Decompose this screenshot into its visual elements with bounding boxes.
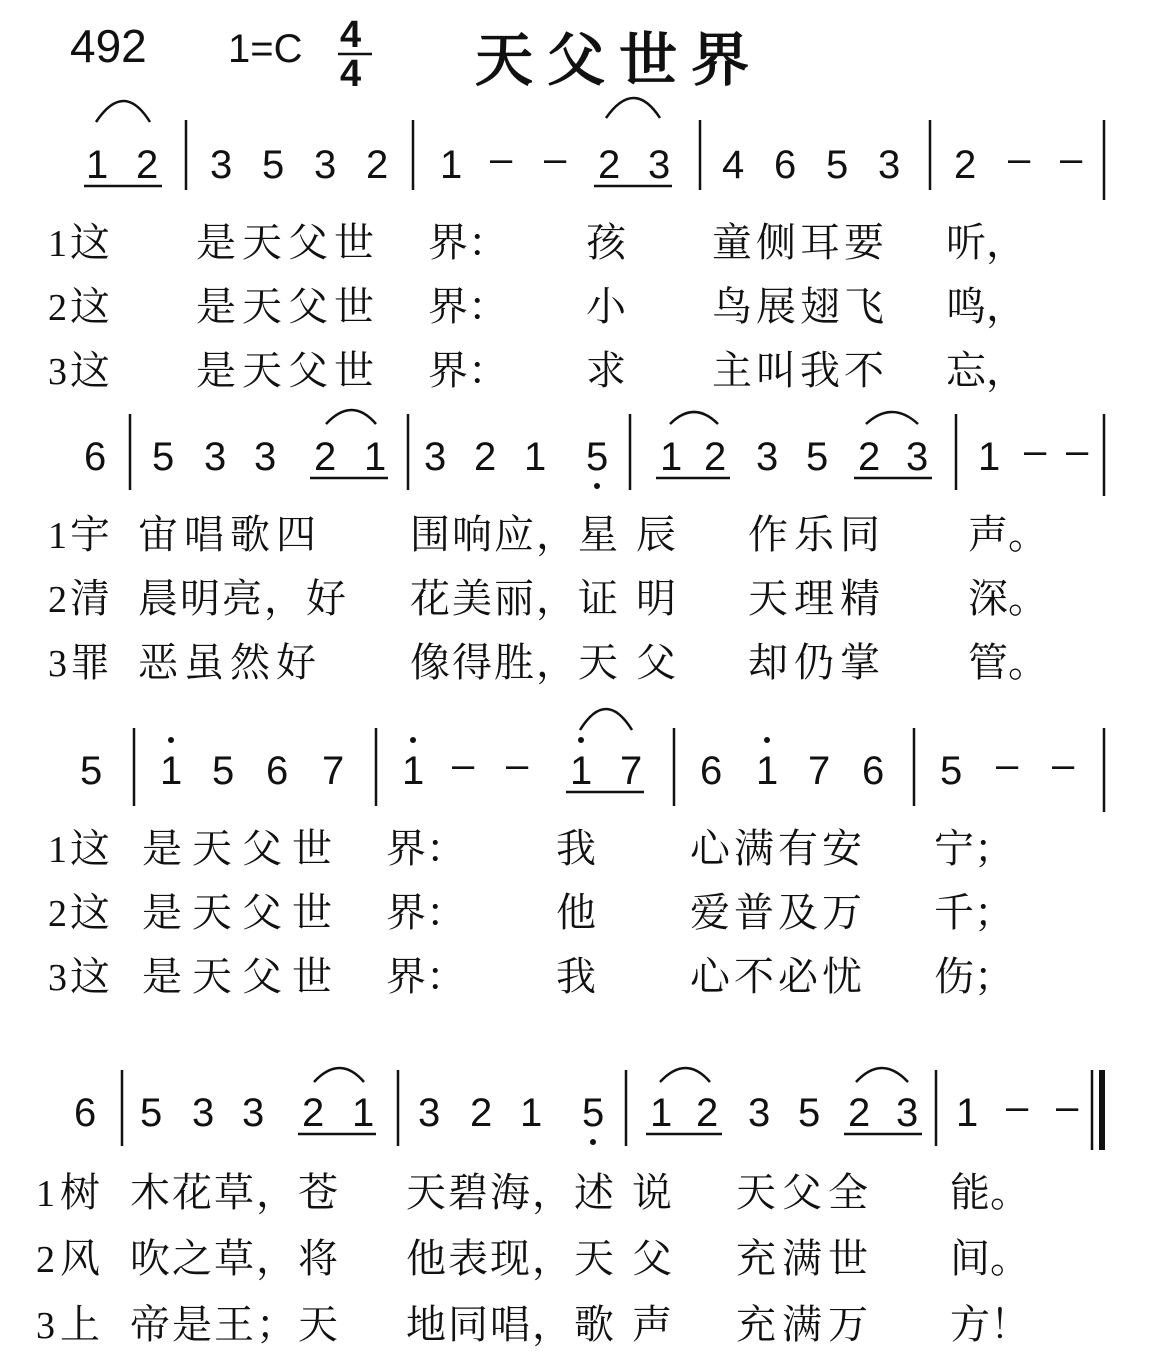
note: 2 — [704, 435, 727, 479]
note: 3 — [424, 435, 447, 479]
lyric-text: 风 — [60, 1236, 100, 1282]
verse-number: 2 — [48, 579, 67, 621]
note: 1 — [756, 749, 779, 793]
note: 1 — [570, 749, 593, 793]
note: 5 — [140, 1091, 163, 1135]
dash: – — [1008, 137, 1031, 181]
verse-number: 3 — [36, 1305, 55, 1347]
note: 5 — [80, 749, 103, 793]
lyric-text: 管。 — [968, 640, 1048, 686]
lyric-text: 界： — [386, 890, 466, 936]
note: 2 — [366, 143, 389, 187]
lyric-text: 围响应，星 — [410, 512, 620, 558]
verse-number: 2 — [48, 893, 67, 935]
lyric-text: 作乐同 — [748, 512, 886, 558]
dash: – — [1056, 1085, 1079, 1129]
note: 3 — [314, 143, 337, 187]
note: 4 — [722, 143, 745, 187]
lyric-text: 地同唱，歌 — [406, 1302, 616, 1348]
verse-number: 3 — [48, 957, 67, 999]
note: 6 — [862, 749, 885, 793]
lyric-text: 说 — [632, 1170, 672, 1216]
lyric-text: 我 — [556, 954, 596, 1000]
slur — [580, 709, 632, 730]
note: 5 — [212, 749, 235, 793]
lyric-text: 父 — [632, 1236, 672, 1282]
lyric-text: 充满世 — [736, 1236, 874, 1282]
high-octave-dot — [764, 737, 770, 743]
lyric-text: 是天父世 — [142, 890, 342, 936]
slur — [670, 412, 718, 424]
note: 6 — [74, 1091, 97, 1135]
note: 1 — [352, 1091, 375, 1135]
key-signature: 1=C — [228, 27, 303, 71]
lyric-text: 罪 — [70, 640, 110, 686]
note: 3 — [204, 435, 227, 479]
slur — [314, 1068, 364, 1082]
dash: – — [1060, 137, 1083, 181]
slur — [606, 98, 660, 118]
note: 7 — [620, 749, 643, 793]
lyric-text: 心满有安 — [690, 826, 866, 872]
lyric-text: 充满万 — [736, 1302, 874, 1348]
note: 6 — [700, 749, 723, 793]
lyric-text: 小 — [586, 284, 626, 330]
lyric-text: 界： — [428, 348, 508, 394]
slur — [866, 412, 918, 424]
dash: – — [1024, 429, 1047, 473]
note: 5 — [940, 749, 963, 793]
lyric-text: 我 — [556, 826, 596, 872]
lyric-text: 明 — [636, 576, 676, 622]
high-octave-dot — [578, 737, 584, 743]
note: 3 — [878, 143, 901, 187]
verse-number: 2 — [36, 1239, 55, 1281]
hymn-number: 492 — [70, 20, 147, 72]
note: 1 — [402, 749, 425, 793]
dash: – — [506, 743, 529, 787]
slur — [856, 1068, 908, 1082]
note: 3 — [192, 1091, 215, 1135]
low-octave-dot — [590, 1139, 596, 1145]
lyric-text: 心不必忧 — [690, 954, 866, 1000]
time-signature-top: 4 — [340, 14, 362, 56]
note: 3 — [254, 435, 277, 479]
lyric-text: 宁； — [934, 826, 1014, 872]
verse-number: 1 — [48, 515, 67, 557]
note: 1 — [978, 435, 1001, 479]
lyric-text: 这 — [70, 890, 110, 936]
lyric-text: 宇 — [70, 512, 110, 558]
lyrics-block-3 — [48, 826, 1014, 1000]
lyric-text: 这 — [70, 954, 110, 1000]
lyric-text: 千； — [934, 890, 1014, 936]
note: 2 — [858, 435, 881, 479]
lyric-text: 是天父世 — [196, 348, 380, 394]
note: 5 — [262, 143, 285, 187]
lyric-text: 界： — [386, 954, 466, 1000]
lyric-text: 鸟展翅飞 — [712, 284, 888, 330]
dash: – — [1066, 429, 1089, 473]
system-2 — [84, 410, 1104, 496]
note: 3 — [896, 1091, 919, 1135]
high-octave-dot — [410, 737, 416, 743]
lyric-text: 这 — [70, 284, 110, 330]
lyric-text: 间。 — [950, 1236, 1030, 1282]
note: 3 — [648, 143, 671, 187]
lyric-text: 上 — [60, 1302, 100, 1348]
note: 2 — [954, 143, 977, 187]
lyric-text: 孩 — [586, 220, 626, 266]
note: 1 — [650, 1091, 673, 1135]
lyric-text: 方！ — [950, 1302, 1030, 1348]
dash: – — [1006, 1085, 1029, 1129]
lyric-text: 辰 — [636, 512, 676, 558]
verse-number: 1 — [48, 223, 67, 265]
note: 6 — [266, 749, 289, 793]
lyric-text: 是天父世 — [196, 284, 380, 330]
lyric-text: 吹之草，将 — [130, 1236, 340, 1282]
verse-number: 3 — [48, 351, 67, 393]
lyric-text: 声。 — [968, 512, 1048, 558]
verse-number: 3 — [48, 643, 67, 685]
note: 5 — [586, 435, 609, 479]
lyric-text: 树 — [60, 1170, 100, 1216]
note: 6 — [84, 435, 107, 479]
slur — [96, 101, 150, 122]
verse-number: 2 — [48, 287, 67, 329]
lyric-text: 天理精 — [748, 576, 886, 622]
lyric-text: 主叫我不 — [712, 348, 888, 394]
lyric-text: 听， — [946, 220, 1026, 266]
lyric-text: 木花草，苍 — [130, 1170, 340, 1216]
lyric-text: 深。 — [968, 576, 1048, 622]
note: 3 — [756, 435, 779, 479]
lyric-text: 天父全 — [736, 1170, 874, 1216]
lyric-text: 这 — [70, 220, 110, 266]
lyrics-block-1 — [48, 220, 1026, 394]
note: 6 — [774, 143, 797, 187]
lyric-text: 求 — [586, 348, 626, 394]
lyric-text: 帝是王；天 — [130, 1302, 340, 1348]
lyric-text: 爱普及万 — [690, 890, 866, 936]
lyric-text: 花美丽，证 — [410, 576, 620, 622]
note: 3 — [242, 1091, 265, 1135]
lyric-text: 鸣， — [946, 284, 1026, 330]
lyric-text: 声 — [632, 1302, 672, 1348]
note: 2 — [598, 143, 621, 187]
note: 5 — [806, 435, 829, 479]
lyric-text: 天碧海，述 — [406, 1170, 616, 1216]
lyric-text: 恶虽然好 — [138, 640, 322, 686]
lyric-text: 是天父世 — [142, 826, 342, 872]
note: 1 — [660, 435, 683, 479]
lyric-text: 晨明亮，好 — [138, 576, 348, 622]
note: 3 — [748, 1091, 771, 1135]
system-1 — [84, 98, 1104, 200]
note: 1 — [524, 435, 547, 479]
dash: – — [1052, 743, 1075, 787]
lyric-text: 父 — [636, 640, 676, 686]
note: 7 — [808, 749, 831, 793]
lyric-text: 能。 — [950, 1170, 1030, 1216]
note: 3 — [418, 1091, 441, 1135]
lyric-text: 却仍掌 — [748, 640, 886, 686]
note: 2 — [314, 435, 337, 479]
lyric-text: 是天父世 — [142, 954, 342, 1000]
lyrics-block-4 — [36, 1170, 1030, 1348]
lyric-text: 清 — [70, 576, 110, 622]
note: 1 — [440, 143, 463, 187]
lyric-text: 他表现，天 — [406, 1236, 616, 1282]
time-signature-bottom: 4 — [340, 53, 362, 95]
note: 1 — [956, 1091, 979, 1135]
slur — [660, 1068, 710, 1082]
note: 5 — [152, 435, 175, 479]
lyric-text: 他 — [556, 890, 596, 936]
note: 1 — [364, 435, 387, 479]
note: 3 — [210, 143, 233, 187]
note: 2 — [696, 1091, 719, 1135]
lyric-text: 界： — [386, 826, 466, 872]
low-octave-dot — [594, 483, 600, 489]
note: 1 — [160, 749, 183, 793]
note: 2 — [302, 1091, 325, 1135]
note: 5 — [798, 1091, 821, 1135]
dash: – — [490, 137, 513, 181]
note: 7 — [322, 749, 345, 793]
note: 1 — [520, 1091, 543, 1135]
lyric-text: 伤； — [934, 954, 1014, 1000]
lyric-text: 这 — [70, 826, 110, 872]
system-4 — [74, 1068, 1102, 1150]
note: 2 — [136, 143, 159, 187]
note: 5 — [826, 143, 849, 187]
note: 5 — [582, 1091, 605, 1135]
note: 2 — [470, 1091, 493, 1135]
lyrics-block-2 — [48, 512, 1048, 686]
system-3 — [80, 709, 1104, 812]
slur — [326, 410, 376, 424]
high-octave-dot — [168, 737, 174, 743]
verse-number: 1 — [36, 1173, 55, 1215]
lyric-text: 忘， — [946, 348, 1026, 394]
note: 3 — [906, 435, 929, 479]
lyric-text: 是天父世 — [196, 220, 380, 266]
lyric-text: 界： — [428, 284, 508, 330]
lyric-text: 这 — [70, 348, 110, 394]
dash: – — [452, 743, 475, 787]
note: 2 — [848, 1091, 871, 1135]
dash: – — [544, 137, 567, 181]
lyric-text: 宙唱歌四 — [138, 512, 322, 558]
note: 1 — [86, 143, 109, 187]
hymn-title: 天父世界 — [475, 26, 764, 94]
lyric-text: 像得胜，天 — [410, 640, 620, 686]
lyric-text: 界： — [428, 220, 508, 266]
lyric-text: 童侧耳要 — [712, 220, 888, 266]
dash: – — [996, 743, 1019, 787]
verse-number: 1 — [48, 829, 67, 871]
note: 2 — [474, 435, 497, 479]
